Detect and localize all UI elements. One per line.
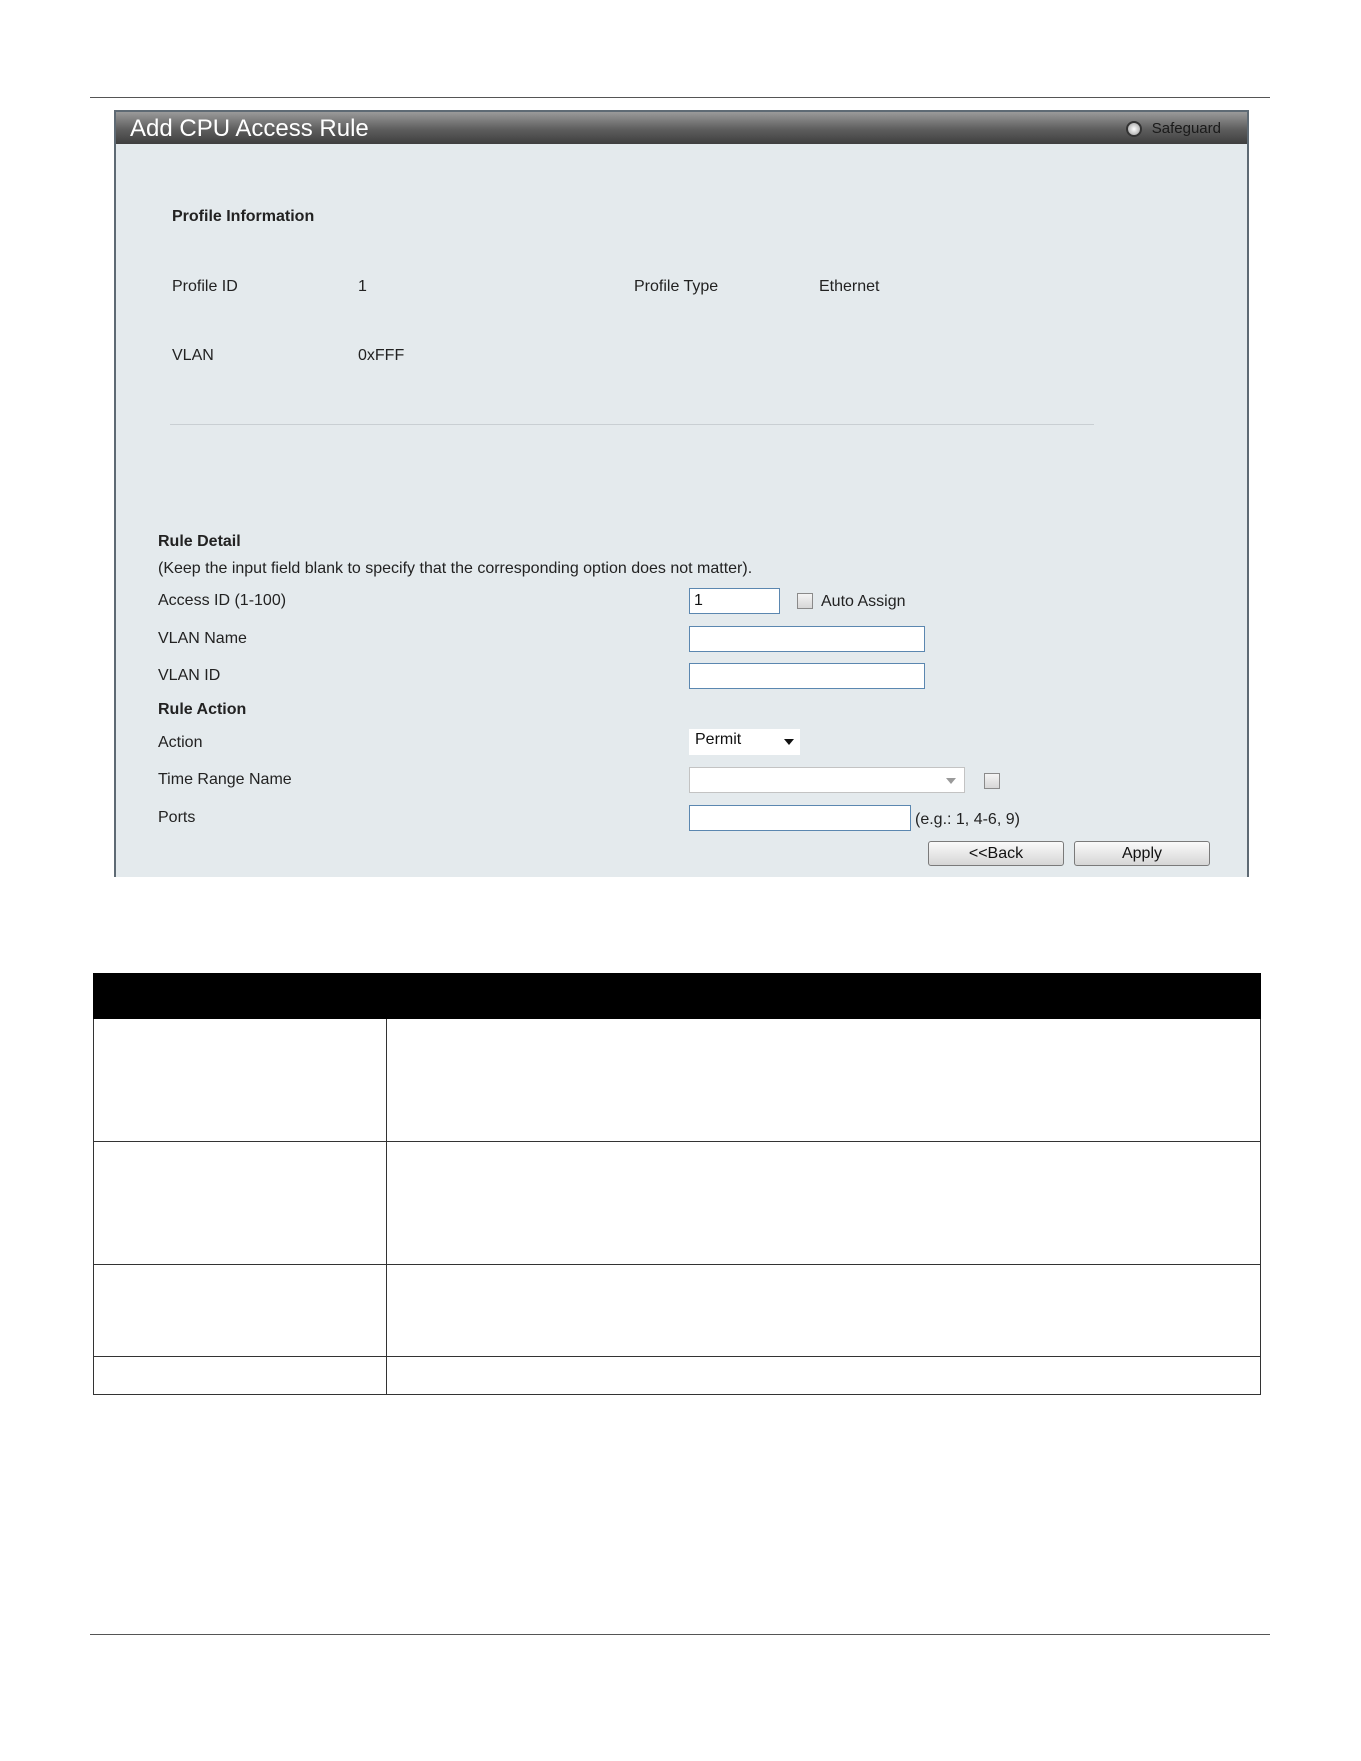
access-id-label: Access ID (1-100)	[158, 592, 287, 609]
table-row	[94, 1142, 1261, 1265]
action-select-value: Permit	[695, 731, 742, 748]
auto-assign-label: Auto Assign	[821, 593, 906, 610]
action-select[interactable]	[689, 729, 800, 755]
vlan-name-input[interactable]	[689, 626, 925, 652]
profile-type-value: Ethernet	[819, 278, 880, 295]
table-row	[94, 1357, 1261, 1395]
vlan-name-label: VLAN Name	[158, 630, 247, 647]
time-range-name-select[interactable]	[689, 767, 965, 793]
access-id-input[interactable]	[689, 588, 780, 614]
auto-assign-checkbox[interactable]	[797, 593, 813, 609]
add-cpu-access-rule-panel	[114, 110, 1249, 877]
table-cell	[94, 1142, 387, 1265]
bottom-rule	[90, 1634, 1270, 1635]
table-row	[94, 1019, 1261, 1142]
table-header-cell	[94, 974, 387, 1019]
chevron-down-icon	[946, 778, 956, 784]
back-button[interactable]: <<Back	[928, 841, 1064, 866]
rule-detail-heading: Rule Detail	[158, 533, 241, 550]
table-cell	[387, 1142, 1261, 1265]
profile-id-value: 1	[358, 278, 367, 295]
ports-hint: (e.g.: 1, 4-6, 9)	[915, 811, 1020, 828]
table-header-cell	[387, 974, 1261, 1019]
safeguard-label: Safeguard	[1151, 120, 1221, 137]
safeguard-icon	[1126, 121, 1142, 137]
vlan-label: VLAN	[172, 347, 214, 364]
page-title: Add CPU Access Rule	[130, 115, 369, 142]
table-header-row	[94, 974, 1261, 1019]
profile-type-label: Profile Type	[634, 278, 719, 295]
table-cell	[387, 1019, 1261, 1142]
table-cell	[387, 1265, 1261, 1357]
table-cell	[94, 1265, 387, 1357]
rule-action-heading: Rule Action	[158, 701, 247, 718]
action-label: Action	[158, 734, 203, 751]
rule-detail-note: (Keep the input field blank to specify that the corresponding option does not matter).	[158, 560, 753, 577]
vlan-id-input[interactable]	[689, 663, 925, 689]
vlan-value: 0xFFF	[358, 347, 405, 364]
table-row	[94, 1265, 1261, 1357]
table-cell	[387, 1357, 1261, 1395]
parameter-description-table	[93, 973, 1261, 1395]
vlan-id-label: VLAN ID	[158, 667, 221, 684]
apply-button[interactable]: Apply	[1074, 841, 1210, 866]
profile-id-label: Profile ID	[172, 278, 238, 295]
ports-input[interactable]	[689, 805, 911, 831]
chevron-down-icon	[784, 739, 794, 745]
panel-titlebar	[116, 112, 1247, 144]
time-range-name-label: Time Range Name	[158, 771, 292, 788]
profile-information-heading: Profile Information	[172, 208, 315, 225]
top-rule	[90, 97, 1270, 98]
table-cell	[94, 1019, 387, 1142]
section-divider	[170, 424, 1094, 425]
ports-label: Ports	[158, 809, 196, 826]
safeguard-indicator[interactable]	[1126, 120, 1221, 137]
time-range-checkbox[interactable]	[984, 773, 1000, 789]
table-cell	[94, 1357, 387, 1395]
